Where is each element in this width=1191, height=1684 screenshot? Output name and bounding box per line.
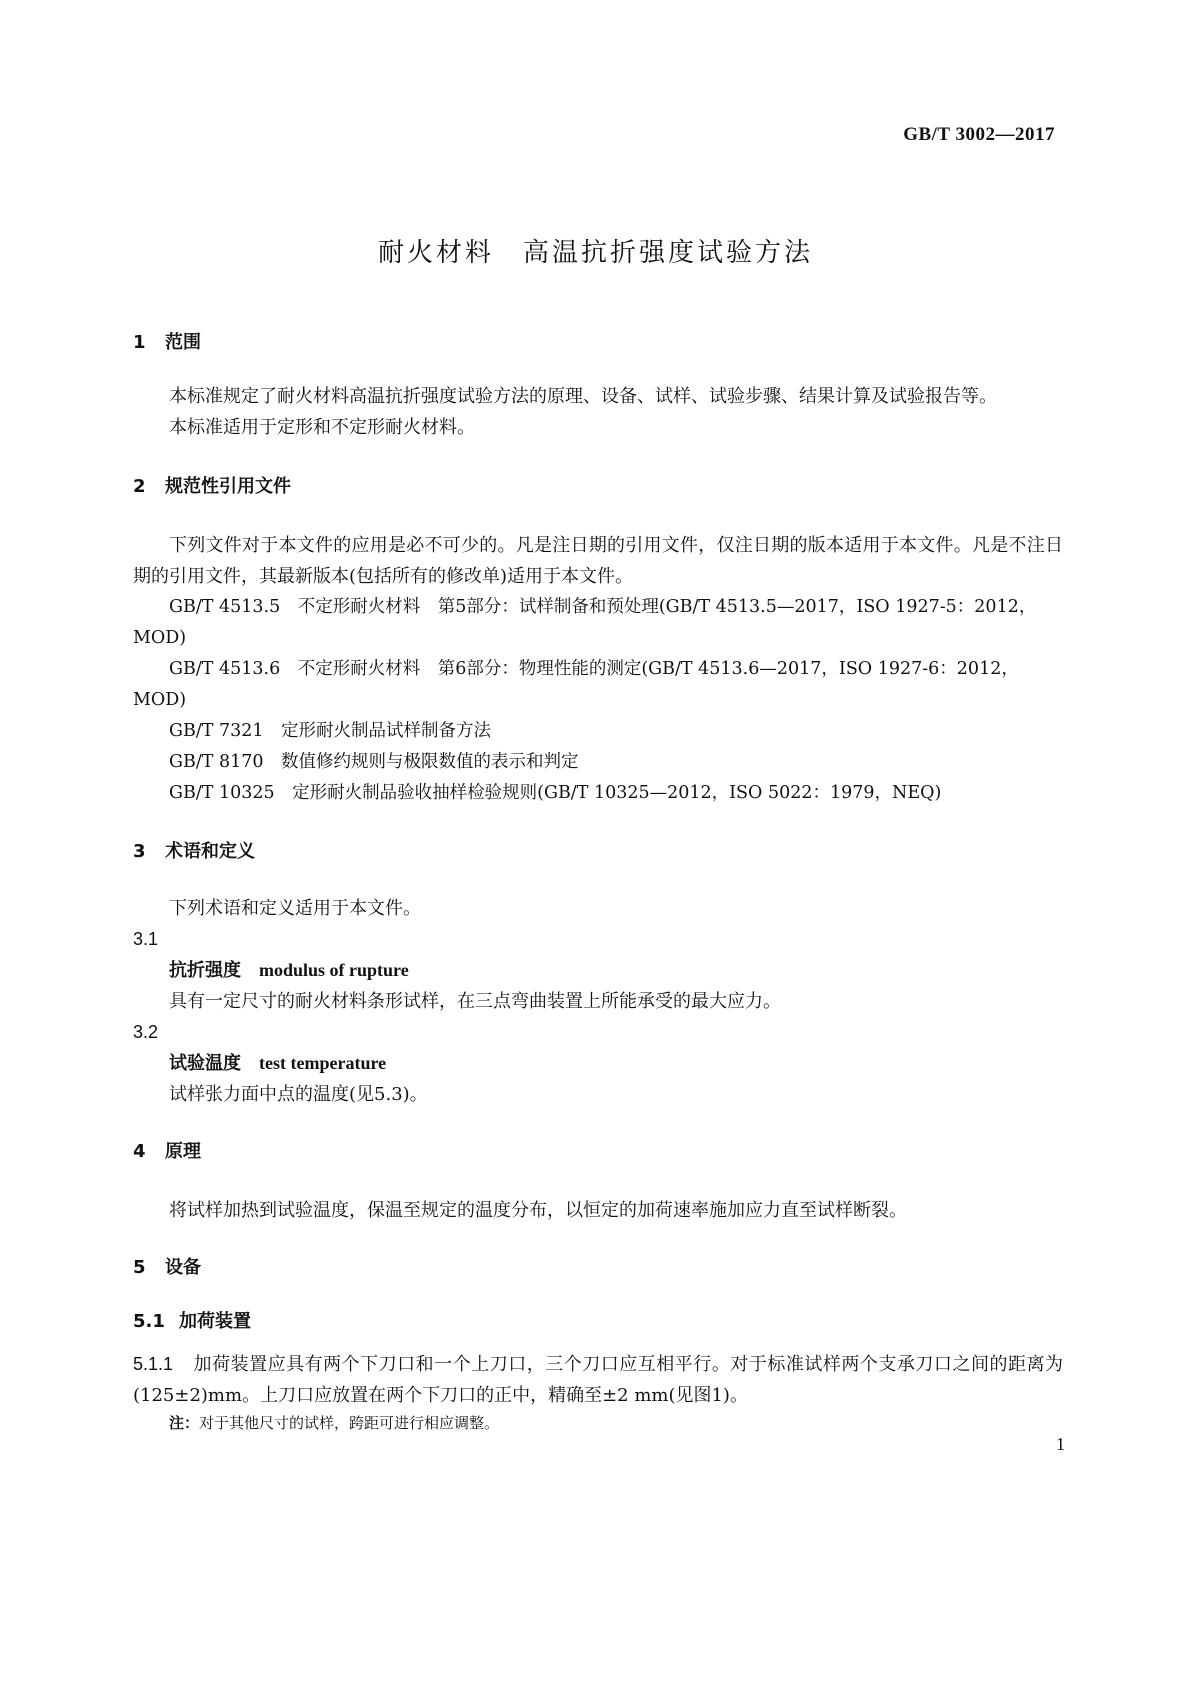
section-title: 范围 — [165, 332, 201, 353]
note-label: 注： — [169, 1414, 200, 1432]
section-heading-normative-references — [133, 472, 1063, 502]
term-definition: 具有一定尺寸的耐火材料条形试样，在三点弯曲装置上所能承受的最大应力。 — [169, 991, 781, 1012]
note — [133, 1411, 1063, 1435]
section-heading-principle — [133, 1137, 1063, 1167]
reference-item: GB/T 7321 定形耐火制品试样制备方法 — [169, 721, 492, 741]
section-heading-apparatus — [133, 1253, 1063, 1283]
principle-paragraph: 将试样加热到试验温度，保温至规定的温度分布，以恒定的加荷速率施加应力直至试样断裂。 — [169, 1200, 907, 1221]
reference-item: GB/T 4513.5 不定形耐火材料 第5部分：试样制备和预处理(GB/T 4513.5—2017，ISO 1927-5：2012，MOD) — [133, 597, 1037, 648]
term-name — [133, 955, 1063, 986]
note-text: 对于其他尺寸的试样，跨距可进行相应调整。 — [199, 1414, 500, 1432]
term-definition: 试样张力面中点的温度(见5.3)。 — [169, 1084, 428, 1105]
subsection-heading-loading-device — [133, 1307, 1063, 1337]
section-heading-terms — [133, 837, 1063, 867]
standard-code: GB/T 3002—2017 — [903, 124, 1055, 145]
clause-text: 加荷装置应具有两个下刀口和一个上刀口，三个刀口应互相平行。对于标准试样两个支承刀口之间的距离为(125±2)mm。上刀口应放置在两个下刀口的正中，精确至±2 mm(见图1)。 — [133, 1354, 1063, 1406]
scope-paragraph-1: 本标准规定了耐火材料高温抗折强度试验方法的原理、设备、试样、试验步骤、结果计算及试验报告等。 — [169, 386, 997, 407]
references-intro: 下列文件对于本文件的应用是必不可少的。凡是注日期的引用文件，仅注日期的版本适用于本文件。凡是不注日期的引用文件，其最新版本(包括所有的修改单)适用于本文件。 — [133, 535, 1063, 587]
scope-paragraph-2: 本标准适用于定形和不定形耐火材料。 — [169, 417, 475, 438]
section-title: 规范性引用文件 — [165, 476, 291, 497]
clause-number: 5.1.1 — [133, 1354, 174, 1374]
term-name-zh: 试验温度 — [169, 1053, 241, 1074]
section-heading-scope — [133, 328, 1063, 358]
term-name-en: modulus of rupture — [259, 960, 409, 980]
section-title: 原理 — [165, 1141, 201, 1162]
subsection-number: 5.1 — [133, 1311, 165, 1332]
term-name — [133, 1048, 1063, 1079]
clause-5-1-1 — [133, 1349, 1063, 1411]
reference-item: GB/T 10325 定形耐火制品验收抽样检验规则(GB/T 10325—2012，ISO 5022：1979，NEQ) — [169, 783, 942, 803]
section-title: 设备 — [165, 1257, 201, 1278]
document-body — [133, 328, 1063, 1435]
section-number: 2 — [133, 476, 146, 497]
reference-item: GB/T 8170 数值修约规则与极限数值的表示和判定 — [169, 752, 579, 772]
section-number: 5 — [133, 1257, 146, 1278]
document-title: 耐火材料 高温抗折强度试验方法 — [377, 238, 813, 268]
term-name-en: test temperature — [259, 1053, 387, 1073]
term-number: 3.2 — [133, 1022, 159, 1042]
section-number: 1 — [133, 332, 146, 353]
subsection-title: 加荷装置 — [179, 1311, 251, 1332]
term-name-zh: 抗折强度 — [169, 960, 241, 981]
page-number: 1 — [1056, 1434, 1065, 1454]
terms-intro: 下列术语和定义适用于本文件。 — [169, 898, 421, 919]
section-number: 3 — [133, 841, 146, 862]
reference-item: GB/T 4513.6 不定形耐火材料 第6部分：物理性能的测定(GB/T 4513.6—2017，ISO 1927-6：2012，MOD) — [133, 659, 1019, 710]
term-number: 3.1 — [133, 929, 159, 949]
section-number: 4 — [133, 1141, 146, 1162]
section-title: 术语和定义 — [165, 841, 255, 862]
